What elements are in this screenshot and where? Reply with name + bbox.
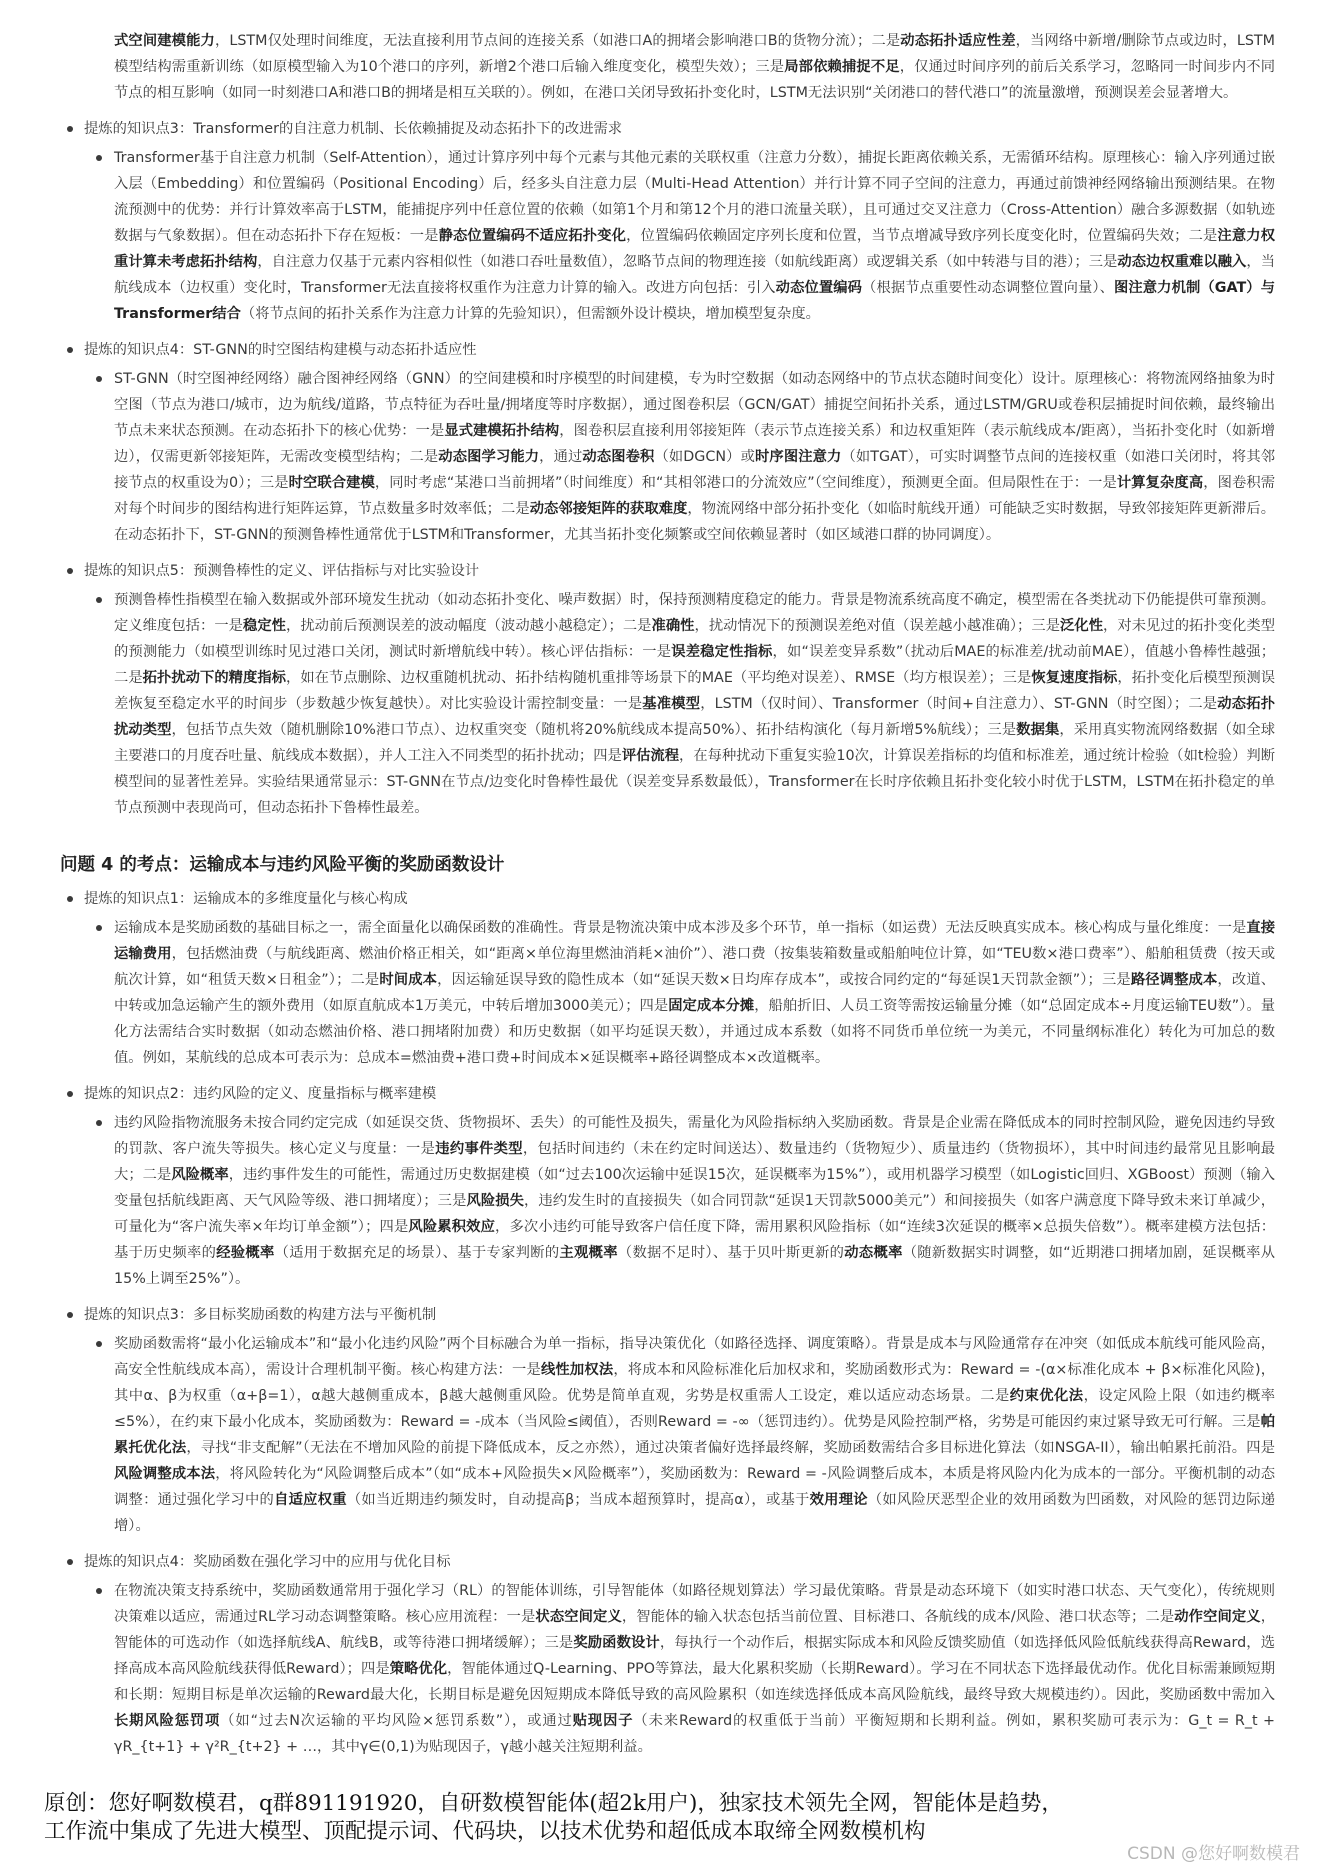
emphasis-text: 时序图注意力 xyxy=(755,449,842,465)
body-text: （如TGAT），可实时调整节点间的连接权重（如港口关闭时，将其邻接节点的权重设为0）；三是 xyxy=(114,449,1276,491)
knowledge-point-item xyxy=(60,1082,1275,1292)
emphasis-text: 评估流程 xyxy=(621,748,680,764)
knowledge-point-body-list xyxy=(84,915,1275,1071)
body-text: （随新数据实时调整，如“近期港口拥堵加剧，延误概率从15%上调至25%”）。 xyxy=(114,1245,1276,1287)
emphasis-text: 数据集 xyxy=(1016,722,1060,738)
knowledge-point-body xyxy=(84,366,1275,548)
footer-note xyxy=(44,1790,1294,1846)
continuation-paragraph xyxy=(114,28,1275,106)
emphasis-text: 约束优化法 xyxy=(1009,1388,1084,1404)
knowledge-point-item xyxy=(60,1550,1275,1760)
knowledge-point-title: 提炼的知识点1：运输成本的多维度量化与核心构成 xyxy=(84,891,408,907)
body-text: （适用于数据充足的场景）、基于专家判断的 xyxy=(274,1245,560,1261)
emphasis-text: 动作空间定义 xyxy=(1174,1609,1261,1625)
body-text: ，位置编码依赖固定序列长度和位置，当节点增减导致序列长度变化时，位置编码失效；二是 xyxy=(626,228,1218,244)
body-text: ，智能体的输入状态包括当前位置、目标港口、各航线的成本/风险、港口状态等；二是 xyxy=(621,1609,1175,1625)
body-text: ，包括时间违约（未在约定时间送达）、数量违约（货物短少）、质量违约（货物损坏），其中时间违约最常见且影响最大；二是 xyxy=(114,1141,1276,1183)
emphasis-text: 动态概率 xyxy=(844,1245,903,1261)
body-text: （如DGCN）或 xyxy=(654,449,755,465)
knowledge-point-item xyxy=(60,887,1275,1071)
emphasis-text: 风险概率 xyxy=(171,1167,229,1183)
body-text: ，寻找“非支配解”（无法在不增加风险的前提下降低成本，反之亦然），通过决策者偏好选择最终解，奖励函数需结合多目标进化算法（如NSGA-II），输出帕累托前沿。四是 xyxy=(186,1440,1276,1456)
knowledge-point-title: 提炼的知识点3：Transformer的自注意力机制、长依赖捕捉及动态拓扑下的改进需求 xyxy=(84,121,623,137)
body-text: （未来Reward的权重低于当前）平衡短期和长期利益。例如，累积奖励可表示为：G_t = R_t + γR_{t+1} + γ²R_{t+2} + …，其中γ∈(0,1)为贴现因子，γ越小越关注短期利益。 xyxy=(114,1713,1276,1755)
body-text: ，设定风险上限（如违约概率≤5%），在约束下最小化成本，奖励函数为：Reward = -成本（当风险≤阈值），否则Reward = -∞（惩罚违约）。优势是风险控制严格，劣势是可能因约束过紧导致无可行解。三是 xyxy=(114,1388,1276,1430)
body-text: ，违约发生时的直接损失（如合同罚款“延误1天罚款5000美元”）和间接损失（如客户满意度下降导致未来订单减少，可量化为“客户流失率×年均订单金额”）；四是 xyxy=(114,1193,1275,1235)
knowledge-point-item xyxy=(60,338,1275,548)
body-text: （如“过去N次运输的平均风险×惩罚系数”），或通过 xyxy=(220,1713,573,1729)
emphasis-text: 策略优化 xyxy=(389,1661,448,1677)
emphasis-text: 计算复杂度高 xyxy=(1116,475,1204,491)
knowledge-point-body-list xyxy=(84,587,1275,821)
emphasis-text: 静态位置编码不适应拓扑变化 xyxy=(438,228,627,244)
body-text: 在物流决策支持系统中，奖励函数通常用于强化学习（RL）的智能体训练，引导智能体（如路径规划算法）学习最优策略。背景是动态环境下（如实时港口状态、天气变化），传统规则决策难以适应，需通过RL学习动态调整策略。核心应用流程：一是 xyxy=(114,1583,1275,1625)
body-text: ，LSTM仅处理时间维度，无法直接利用节点间的连接关系（如港口A的拥堵会影响港口B的货物分流）；二是 xyxy=(214,33,901,49)
body-text: ，扰动前后预测误差的波动幅度（波动越小越稳定）；二是 xyxy=(286,618,652,634)
body-text: ，将成本和风险标准化后加权求和，奖励函数形式为：Reward = -(α×标准化成本 + β×标准化风险)，其中α、β为权重（α+β=1），α越大越侧重成本，β越大越侧重风险。优势是简单直观，劣势是权重需人工设定，难以适应动态场景。二是 xyxy=(114,1362,1275,1404)
body-text: （根据节点重要性动态调整位置向量）、 xyxy=(862,280,1114,296)
emphasis-text: 动态拓扑适应性差 xyxy=(900,33,1016,49)
emphasis-text: 误差稳定性指标 xyxy=(671,644,773,660)
body-text: ，同时考虑“某港口当前拥堵”（时间维度）和“其相邻港口的分流效应”（空间维度），预测更全面。但局限性在于：一是 xyxy=(374,475,1117,491)
footer-line-1: 原创：您好啊数模君，q群891191920，自研数模智能体(超2k用户)，独家技术领先全网，智能体是趋势， xyxy=(44,1791,1063,1816)
emphasis-text: 帕累托优化法 xyxy=(114,1414,1275,1456)
body-text: ，自注意力仅基于元素内容相似性（如港口吞吐量数值），忽略节点间的物理连接（如航线距离）或逻辑关系（如中转港与目的港）；三是 xyxy=(257,254,1118,270)
body-text: ，如“误差变异系数”（扰动后MAE的标准差/扰动前MAE），值越小鲁棒性越强；二是 xyxy=(114,644,1276,686)
body-text: ，智能体的可选动作（如选择航线A、航线B，或等待港口拥堵缓解）；三是 xyxy=(114,1609,1275,1651)
emphasis-text: 经验概率 xyxy=(216,1245,275,1261)
knowledge-point-body xyxy=(84,587,1275,821)
body-text: ，当航线成本（边权重）变化时，Transformer无法直接将权重作为注意力计算的输入。改进方向包括：引入 xyxy=(114,254,1276,296)
knowledge-point-body xyxy=(84,915,1275,1071)
body-text: ，改道、中转或加急运输产生的额外费用（如原直航成本1万美元，中转后增加3000美元）；四是 xyxy=(114,972,1275,1014)
emphasis-text: 泛化性 xyxy=(1060,618,1104,634)
body-text: ，采用真实物流网络数据（如全球主要港口的月度吞吐量、航线成本数据），并人工注入不同类型的拓扑扰动；四是 xyxy=(114,722,1276,764)
emphasis-text: 动态拓扑扰动类型 xyxy=(114,696,1275,738)
emphasis-text: 固定成本分摊 xyxy=(668,998,755,1014)
emphasis-text: 局部依赖捕捉不足 xyxy=(784,59,900,75)
body-text: （数据不足时）、基于贝叶斯更新的 xyxy=(617,1245,845,1261)
knowledge-point-title: 提炼的知识点4：ST-GNN的时空图结构建模与动态拓扑适应性 xyxy=(84,342,477,358)
emphasis-text: 动态图卷积 xyxy=(582,449,655,465)
body-text: ，物流网络中部分拓扑变化（如临时航线开通）可能缺乏实时数据，导致邻接矩阵更新滞后。在动态拓扑下，ST-GNN的预测鲁棒性通常优于LSTM和Transformer，尤其当拓扑变化频繁或空间依赖显著时（如区域港口群的协同调度）。 xyxy=(114,501,1276,543)
question4-heading: 问题 4 的考点：运输成本与违约风险平衡的奖励函数设计 xyxy=(60,855,505,875)
emphasis-text: 路径调整成本 xyxy=(1130,972,1218,988)
emphasis-text: 动态图学习能力 xyxy=(438,449,540,465)
emphasis-text: 拓扑扰动下的精度指标 xyxy=(142,670,287,686)
emphasis-text: 风险累积效应 xyxy=(408,1219,496,1235)
emphasis-text: 图注意力机制（GAT）与Transformer结合 xyxy=(114,280,1275,322)
emphasis-text: 式空间建模能力 xyxy=(114,33,215,49)
body-text: ，多次小违约可能导致客户信任度下降，需用累积风险指标（如“连续3次延误的概率×总损失倍数”）。概率建模方法包括：基于历史频率的 xyxy=(114,1219,1276,1261)
body-text: （如风险厌恶型企业的效用函数为凹函数，对风险的惩罚边际递增）。 xyxy=(114,1492,1276,1534)
emphasis-text: 时间成本 xyxy=(379,972,438,988)
knowledge-point-body xyxy=(84,145,1275,327)
knowledge-point-body-list xyxy=(84,1110,1275,1292)
body-text: 运输成本是奖励函数的基础目标之一，需全面量化以确保函数的准确性。背景是物流决策中成本涉及多个环节，单一指标（如运费）无法反映真实成本。核心构成与量化维度：一是 xyxy=(114,920,1247,936)
knowledge-point-body-list xyxy=(84,1331,1275,1539)
body-text: ，每执行一个动作后，根据实际成本和风险反馈奖励值（如选择低风险低航线获得高Reward，选择高成本高风险航线获得低Reward）；四是 xyxy=(114,1635,1276,1677)
article-page xyxy=(60,0,1275,1760)
body-text: Transformer基于自注意力机制（Self-Attention），通过计算序列中每个元素与其他元素的关联权重（注意力分数），捕捉长距离依赖关系，无需循环结构。原理核心：输入序列通过嵌入层（Embedding）和位置编码（Positional Encoding）后，经多头自注意力层（Multi-Head Attention）并行计算不同子空间的注意力，再通过前馈神经网络输出预测结果。在物流预测中的优势：并行计算效率高于LSTM，能捕捉序列中任意位置的依赖（如第1个月和第12个月的港口流量关联），且可通过交叉注意力（Cross-Attention）融合多源数据（如轨迹数据与气象数据）。但在动态拓扑下存在短板：一是 xyxy=(114,150,1275,244)
knowledge-point-item xyxy=(60,117,1275,327)
emphasis-text: 动态邻接矩阵的获取难度 xyxy=(529,501,688,517)
body-text: ，如在节点删除、边权重随机扰动、拓扑结构随机重排等场景下的MAE（平均绝对误差）、RMSE（均方根误差）；三是 xyxy=(286,670,1032,686)
emphasis-text: 风险损失 xyxy=(466,1193,524,1209)
knowledge-point-body xyxy=(84,1110,1275,1292)
body-text: ，拓扑变化后模型预测误差恢复至稳定水平的时间步（步数越少恢复越快）。对比实验设计需控制变量：一是 xyxy=(114,670,1276,712)
emphasis-text: 状态空间定义 xyxy=(535,1609,622,1625)
emphasis-text: 准确性 xyxy=(651,618,695,634)
emphasis-text: 效用理论 xyxy=(809,1492,868,1508)
body-text: （如当近期违约频发时，自动提高β；当成本超预算时，提高α），或基于 xyxy=(346,1492,810,1508)
knowledge-point-body-list xyxy=(84,145,1275,327)
emphasis-text: 动态位置编码 xyxy=(775,280,863,296)
knowledge-point-item xyxy=(60,559,1275,821)
emphasis-text: 时空联合建模 xyxy=(288,475,375,491)
body-text: ，船舶折旧、人员工资等需按运输量分摊（如“总固定成本÷月度运输TEU数”）。量化方法需结合实时数据（如动态燃油价格、港口拥堵附加费）和历史数据（如平均延误天数），并通过成本系数（如将不同货币单位统一为美元，不同量纲标准化）转化为可加总的数值。例如，某航线的总成本可表示为：总成本=燃油费+港口费+时间成本×延误概率+路径调整成本×改道概率。 xyxy=(114,998,1276,1066)
emphasis-text: 风险调整成本法 xyxy=(114,1466,216,1482)
emphasis-text: 动态边权重难以融入 xyxy=(1117,254,1247,270)
body-text: ，对未见过的拓扑变化类型的预测能力（如模型训练时见过港口关闭，测试时新增航线中转）。核心评估指标：一是 xyxy=(114,618,1275,660)
body-text: （将节点间的拓扑关系作为注意力计算的先验知识），但需额外设计模块，增加模型复杂度。 xyxy=(240,306,820,322)
emphasis-text: 注意力权重计算未考虑拓扑结构 xyxy=(114,228,1275,270)
emphasis-text: 显式建模拓扑结构 xyxy=(444,423,560,439)
knowledge-point-body-list xyxy=(84,1578,1275,1760)
knowledge-point-title: 提炼的知识点3：多目标奖励函数的构建方法与平衡机制 xyxy=(84,1307,437,1323)
emphasis-text: 长期风险惩罚项 xyxy=(114,1713,221,1729)
body-text: ，将风险转化为“风险调整后成本”（如“成本+风险损失×风险概率”），奖励函数为：Reward = -风险调整后成本，本质是将风险内化为成本的一部分。平衡机制的动态调整：通过强化学习中的 xyxy=(114,1466,1276,1508)
body-text: ，因运输延误导致的隐性成本（如“延误天数×日均库存成本”，或按合同约定的“每延误1天罚款金额”）；三是 xyxy=(437,972,1131,988)
emphasis-text: 主观概率 xyxy=(559,1245,618,1261)
emphasis-text: 线性加权法 xyxy=(540,1362,614,1378)
section-list-q4 xyxy=(60,887,1275,1760)
body-text: 违约风险指物流服务未按合同约定完成（如延误交货、货物损坏、丢失）的可能性及损失，需量化为风险指标纳入奖励函数。背景是企业需在降低成本的同时控制风险，避免因违约导致的罚款、客户流失等损失。核心定义与度量：一是 xyxy=(114,1115,1275,1157)
body-text: ，当网络中新增/删除节点或边时，LSTM模型结构需重新训练（如原模型输入为10个港口的序列，新增2个港口后输入维度变化，模型失效）；三是 xyxy=(114,33,1275,75)
body-text: ST-GNN（时空图神经网络）融合图神经网络（GNN）的空间建模和时序模型的时间建模，专为时空数据（如动态网络中的节点状态随时间变化）设计。原理核心：将物流网络抽象为时空图（节点为港口/城市，边为航线/道路，节点特征为吞吐量/拥堵度等时序数据），通过图卷积层（GCN/GAT）捕捉空间拓扑关系，通过LSTM/GRU或卷积层捕捉时间依赖，最终输出节点未来状态预测。在动态拓扑下的核心优势：一是 xyxy=(114,371,1275,439)
section-list-q3 xyxy=(60,117,1275,821)
body-text: ，违约事件发生的可能性，需通过历史数据建模（如“过去100次运输中延误15次，延误概率为15%”），或用机器学习模型（如Logistic回归、XGBoost）预测（输入变量包括航线距离、天气风险等级、港口拥堵度）；三是 xyxy=(114,1167,1276,1209)
knowledge-point-body xyxy=(84,1578,1275,1760)
body-text: ，仅通过时间序列的前后关系学习，忽略同一时间步内不同节点的相互影响（如同一时刻港口A和港口B的拥堵是相互关联的）。例如，在港口关闭导致拓扑变化时，LSTM无法识别“关闭港口的替代港口”的流量激增，预测误差会显著增大。 xyxy=(114,59,1275,101)
knowledge-point-title: 提炼的知识点2：违约风险的定义、度量指标与概率建模 xyxy=(84,1086,437,1102)
body-text: ，扰动情况下的预测误差绝对值（误差越小越准确）；三是 xyxy=(694,618,1061,634)
body-text: ，包括燃油费（与航线距离、燃油价格正相关，如“距离×单位海里燃油消耗×油价”）、港口费（按集装箱数量或船舶吨位计算，如“TEU数×港口费率”）、船舶租赁费（按天或航次计算，如“租赁天数×日租金”）；二是 xyxy=(114,946,1276,988)
body-text: ，图卷积需对每个时间步的图结构进行矩阵运算，节点数量多时效率低；二是 xyxy=(114,475,1276,517)
emphasis-text: 违约事件类型 xyxy=(435,1141,523,1157)
body-text: 预测鲁棒性指模型在输入数据或外部环境发生扰动（如动态拓扑变化、噪声数据）时，保持预测精度稳定的能力。背景是物流系统高度不确定，模型需在各类扰动下仍能提供可靠预测。定义维度包括：一是 xyxy=(114,592,1275,634)
emphasis-text: 奖励函数设计 xyxy=(573,1635,660,1651)
body-text: ，包括节点失效（随机删除10%港口节点）、边权重突变（随机将20%航线成本提高50%）、拓扑结构演化（每月新增5%航线）；三是 xyxy=(171,722,1017,738)
knowledge-point-title: 提炼的知识点5：预测鲁棒性的定义、评估指标与对比实验设计 xyxy=(84,563,480,579)
emphasis-text: 贴现因子 xyxy=(572,1713,634,1729)
emphasis-text: 直接运输费用 xyxy=(114,920,1276,962)
body-text: ，LSTM（仅时间）、Transformer（时间+自注意力）、ST-GNN（时空图）；二是 xyxy=(700,696,1218,712)
emphasis-text: 基准模型 xyxy=(642,696,701,712)
emphasis-text: 稳定性 xyxy=(243,618,286,634)
body-text: 奖励函数需将“最小化运输成本”和“最小化违约风险”两个目标融合为单一指标，指导决策优化（如路径选择、调度策略）。背景是成本与风险通常存在冲突（如低成本航线可能风险高，高安全性航线成本高），需设计合理机制平衡。核心构建方法：一是 xyxy=(114,1336,1275,1378)
body-text: ，智能体通过Q-Learning、PPO等算法，最大化累积奖励（长期Reward）。学习在不同状态下选择最优动作。优化目标需兼顾短期和长期：短期目标是单次运输的Reward最大化，长期目标是避免因短期成本降低导致的高风险累积（如连续选择低成本高风险航线，最终导致大规模违约）。因此，奖励函数中需加入 xyxy=(114,1661,1275,1703)
body-text: ，通过 xyxy=(539,449,583,465)
knowledge-point-title: 提炼的知识点4：奖励函数在强化学习中的应用与优化目标 xyxy=(84,1554,451,1570)
body-text: ，在每种扰动下重复实验10次，计算误差指标的均值和标准差，通过统计检验（如t检验）判断模型间的显著性差异。实验结果通常显示：ST-GNN在节点/边变化时鲁棒性最优（误差变异系数最低），Transformer在长时序依赖且拓扑变化较小时优于LSTM，LSTM在拓扑稳定的单节点预测中表现尚可，但动态拓扑下鲁棒性最差。 xyxy=(114,748,1276,816)
footer-line-2: 工作流中集成了先进大模型、顶配提示词、代码块，以技术优势和超低成本取缔全网数模机构 xyxy=(44,1819,926,1844)
csdn-watermark: CSDN @您好啊数模君 xyxy=(1127,1844,1300,1864)
knowledge-point-body xyxy=(84,1331,1275,1539)
body-text: ，图卷积层直接利用邻接矩阵（表示节点连接关系）和边权重矩阵（表示航线成本/距离），当拓扑变化时（如新增边），仅需更新邻接矩阵，无需改变模型结构；二是 xyxy=(114,423,1276,465)
knowledge-point-item xyxy=(60,1303,1275,1539)
emphasis-text: 自适应权重 xyxy=(274,1492,347,1508)
knowledge-point-body-list xyxy=(84,366,1275,548)
emphasis-text: 恢复速度指标 xyxy=(1031,670,1118,686)
